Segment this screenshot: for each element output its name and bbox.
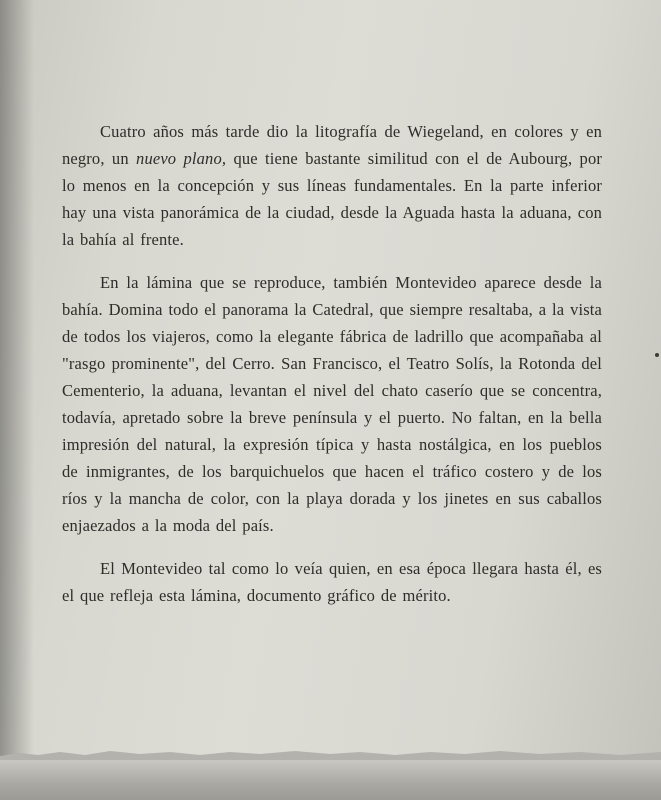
paragraph-2: En la lámina que se reproduce, también Montevideo aparece desde la bahía. Domina todo el panorama la Catedral, que siempre resaltaba, a la vista de todos los viajeros, como la elegante fábrica de ladrillo que acompañaba al "rasgo prominente", del Cerro. San Francisco, el Teatro Solís, la Rotonda del Cementerio, la aduana, levantan el nivel del chato caserío que se concentra, todavía, apretado sobre la breve península y el puerto. No faltan, en la bella impresión del natural, la expresión típica y hasta nostálgica, en los pueblos de inmigrantes, de los barquichuelos que hacen el tráfico costero y de los ríos y la mancha de color, con la playa dorada y los jinetes en sus caballos enjaezados a la moda del país. xyxy=(62,273,602,535)
page-bottom-edge xyxy=(0,760,661,800)
paragraph-1 xyxy=(62,118,602,253)
page-fold-shadow xyxy=(0,0,34,800)
paragraph-1-text-end: que tiene bastante similitud con el de Aubourg, por lo menos en la concepción y sus líneas fundamentales. En la parte inferior hay una vista panorámica de la ciudad, desde la Aguada hasta la aduana, con la bahía al frente. xyxy=(62,149,603,249)
torn-paper-edge xyxy=(0,746,661,760)
paragraph-3: El Montevideo tal como lo veía quien, en esa época llegara hasta él, es el que refleja esta lámina, documento gráfico de mérito. xyxy=(62,559,602,605)
ink-dot xyxy=(655,353,659,357)
paragraph-1-emphasis: nuevo plano, xyxy=(136,149,227,168)
paragraph-1-text-start: Cuatro años más tarde dio la litografía de Wiegeland, en colores y en negro, un xyxy=(62,122,602,168)
body-text xyxy=(62,118,602,625)
